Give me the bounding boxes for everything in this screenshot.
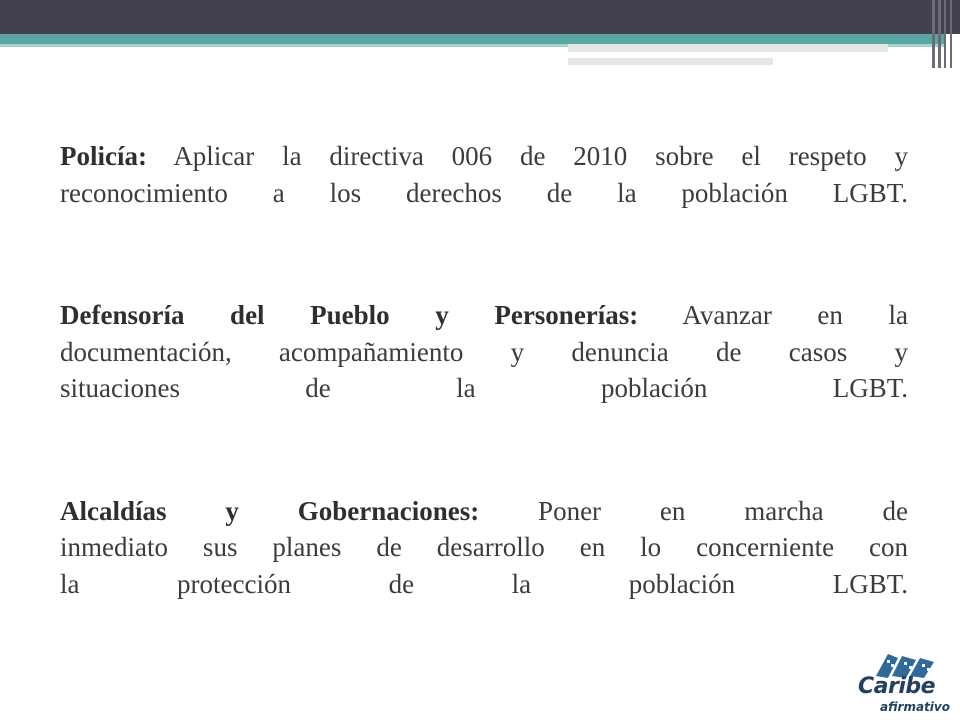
caribe-afirmativo-logo [858,646,954,718]
decorative-strip-short [568,58,773,65]
header-bar [0,0,960,34]
decorative-edge-lines [930,0,960,70]
paragraph-text: Poner en marcha de [479,495,909,526]
paragraph-text: documentación, acompañamiento y denuncia de casos y [60,336,908,367]
paragraph-text: situaciones de la población LGBT. [60,373,908,403]
paragraph-policia [60,138,908,211]
paragraph-line [60,334,908,371]
paragraph-heading: Alcaldías y Gobernaciones: [60,495,480,526]
paragraph-heading: Defensoría del Pueblo y Personerías: [60,300,639,330]
paragraph-alcaldias [60,493,908,603]
paragraph-line [60,175,908,212]
paragraph-text: Avanzar en la [638,300,908,330]
decorative-strip-gap [568,52,888,55]
logo-wordmark: Caribe [858,674,936,699]
paragraph-line [60,297,908,334]
slide-body [60,138,908,602]
header-accent-band [0,34,945,44]
logo-tagline: afirmativo [880,700,950,714]
paragraph-text: Aplicar la directiva 006 de 2010 sobre el respeto y [146,141,908,171]
paragraph-text: la protección de la población LGBT. [60,568,908,599]
paragraph-line [60,529,908,566]
paragraph-line [60,493,908,530]
paragraph-line [60,566,908,603]
paragraph-text: inmediato sus planes de desarrollo en lo concerniente con [60,532,908,562]
paragraph-heading: Policía: [60,141,147,171]
decorative-strip [568,44,888,52]
paragraph-line [60,370,908,407]
paragraph-line [60,138,908,175]
paragraph-text: reconocimiento a los derechos de la población LGBT. [60,177,908,208]
paragraph-defensoria [60,297,908,407]
